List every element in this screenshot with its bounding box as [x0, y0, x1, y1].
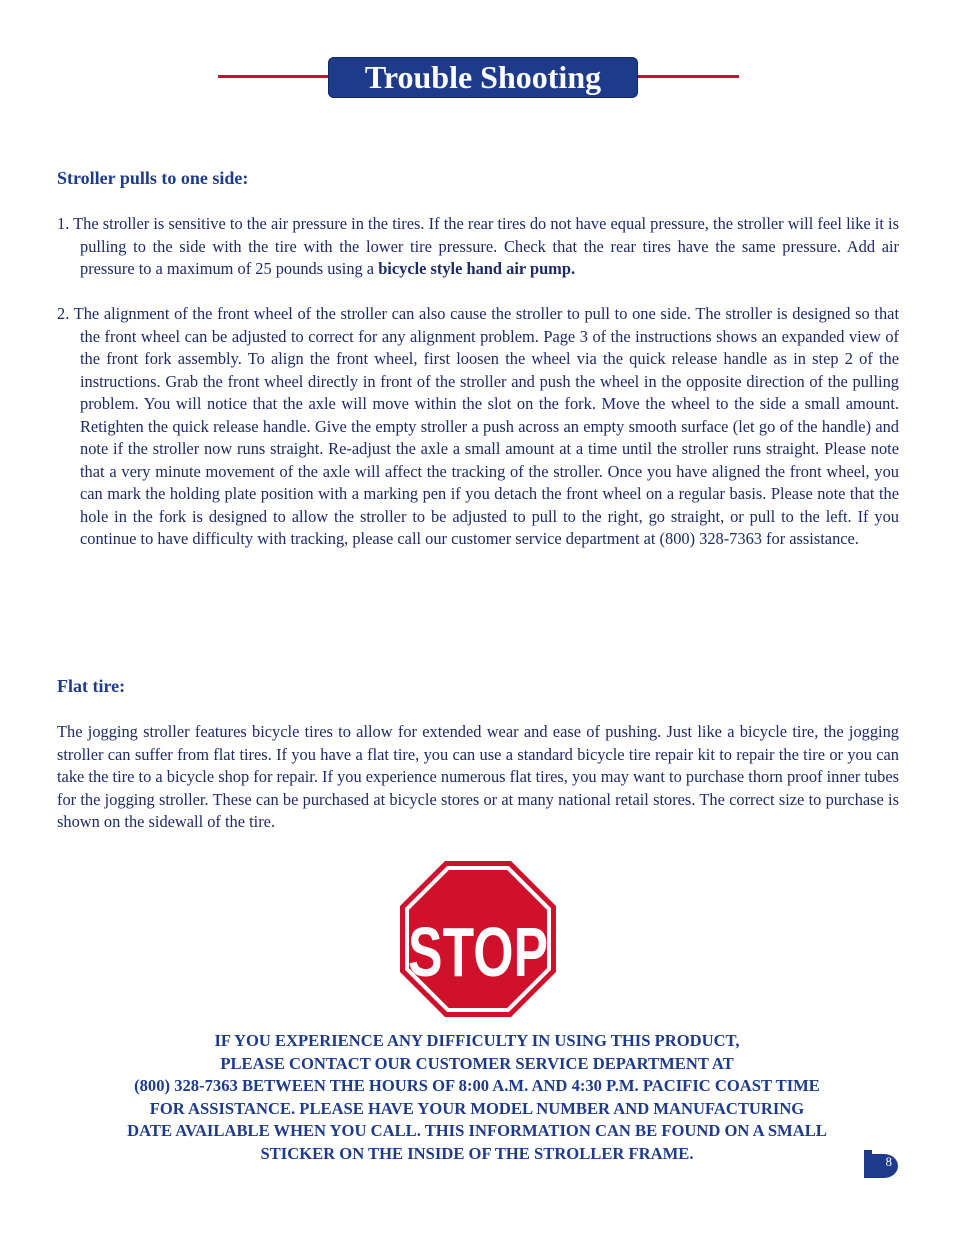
- stop-sign-icon: [399, 860, 557, 1018]
- section-heading-stroller-pulls: Stroller pulls to one side:: [57, 168, 249, 188]
- flat-tire-paragraph: The jogging stroller features bicycle tires to allow for extended wear and ease of pushing. Just like a bicycle tire, the jogging stroller can suffer from flat tires. If you have a flat tire, you can use a standard bicycle tire repair kit to repair the tire or you can take the tire to a bicycle shop for repair. If you experience numerous flat tires, you may want to purchase thorn proof inner tubes for the jogging stroller. These can be purchased at bicycle stores or at many national retail stores. The correct size to purchase is shown on the sidewall of the tire.: [57, 722, 899, 831]
- page-number-badge: [864, 1150, 898, 1178]
- page-number: 8: [885, 1154, 892, 1169]
- customer-service-notice: [60, 1030, 894, 1165]
- stop-sign-label: STOP: [408, 913, 548, 991]
- notice-line-1: IF YOU EXPERIENCE ANY DIFFICULTY IN USING THIS PRODUCT,: [214, 1031, 740, 1050]
- troubleshoot-item-1: [57, 213, 899, 281]
- page-title: Trouble Shooting: [328, 57, 638, 98]
- notice-line-3: (800) 328-7363 BETWEEN THE HOURS OF 8:00 A.M. AND 4:30 P.M. PACIFIC COAST TIME: [134, 1076, 820, 1095]
- header-rule-right: [636, 75, 739, 78]
- header-rule-left: [218, 75, 330, 78]
- brand-logo-icon: [864, 1150, 898, 1178]
- troubleshoot-item-1-bold: bicycle style hand air pump.: [378, 259, 576, 278]
- page-header: [0, 0, 954, 110]
- troubleshoot-item-2: 2. The alignment of the front wheel of the stroller can also cause the stroller to pull to one side. The stroller is designed so that the front wheel can be adjusted to correct for any alignment problem. Page 3 of the instructions shows an expanded view of the front fork assembly. To align the front wheel, first loosen the wheel via the quick release handle as in step 2 of the instructions. Grab the front wheel directly in front of the stroller and push the wheel in the opposite direction of the pulling problem. You will notice that the axle will move within the slot on the fork. Move the wheel to the side a small amount. Retighten the quick release handle. Give the empty stroller a push across an empty smooth surface (let go of the handle) and note if the stroller now runs straight. Re-adjust the axle a small amount at a time until the stroller runs straight. Please note that a very minute movement of the axle will affect the tracking of the stroller. Once you have aligned the front wheel, you can mark the holding plate position with a marking pen if you detach the front wheel on a regular basis. Please note that the hole in the fork is designed to allow the stroller to be adjusted to pull to the right, go straight, or pull to the left. If you continue to have difficulty with tracking, please call our customer service department at (800) 328-7363 for assistance.: [57, 304, 899, 548]
- section-heading-flat-tire: Flat tire:: [57, 676, 126, 696]
- notice-line-5: DATE AVAILABLE WHEN YOU CALL. THIS INFORMATION CAN BE FOUND ON A SMALL: [127, 1121, 827, 1140]
- notice-line-2: PLEASE CONTACT OUR CUSTOMER SERVICE DEPARTMENT AT: [220, 1053, 734, 1073]
- troubleshoot-item-1-text: 1. The stroller is sensitive to the air pressure in the tires. If the rear tires do not have equal pressure, the stroller will feel like it is pulling to the side with the tire with the lower tire pressure. Check that the rear tires have the same pressure. Add air pressure to a maximum of 25 pounds using a: [57, 214, 899, 278]
- notice-line-4: FOR ASSISTANCE. PLEASE HAVE YOUR MODEL NUMBER AND MANUFACTURING: [149, 1098, 805, 1118]
- notice-line-6: STICKER ON THE INSIDE OF THE STROLLER FRAME.: [260, 1143, 694, 1163]
